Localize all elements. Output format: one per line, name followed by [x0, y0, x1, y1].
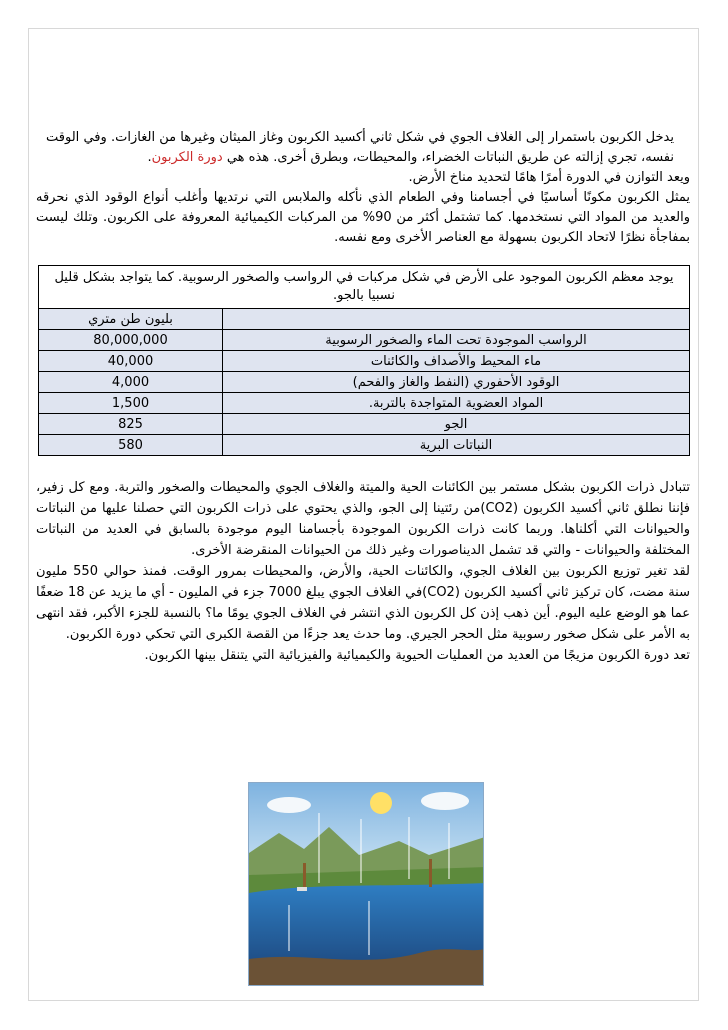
carbon-cycle-diagram-image: [248, 782, 484, 986]
reservoir-name: النباتات البرية: [223, 435, 690, 456]
table-row: [39, 435, 690, 456]
reservoir-name: الجو: [223, 414, 690, 435]
body-text: [36, 477, 690, 666]
reservoir-value: 40,000: [39, 351, 223, 372]
cloud-icon: [421, 792, 469, 810]
reservoir-value: 1,500: [39, 393, 223, 414]
intro-paragraph-2: ويعد التوازن في الدورة أمرًا هامًا لتحديد مناخ الأرض.: [408, 170, 690, 185]
reservoir-value: 80,000,000: [39, 330, 223, 351]
table-intro: يوجد معظم الكربون الموجود على الأرض في شكل مركبات في الرواسب والصخور الرسوبية. كما يتواجد بشكل قليل نسبيا بالجو.: [39, 266, 690, 309]
cloud-icon: [267, 797, 311, 813]
carbon-cycle-illustration: [249, 783, 484, 986]
table-row: [39, 330, 690, 351]
carbon-reservoir-table: [38, 265, 690, 456]
intro-text-a: يدخل الكربون باستمرار إلى الغلاف الجوي في شكل ثاني أكسيد الكربون وغاز الميثان وغيرها من الغازات. وفي الوقت نفسه، تجري إزالته عن طريق النباتات الخضراء، والمحيطات، وبطرق أخرى. هذه هي: [46, 130, 674, 165]
body-paragraph-1: تتبادل ذرات الكربون بشكل مستمر بين الكائنات الحية والميتة والغلاف الجوي والمحيطات والصخور والتربة. ومع كل زفير، فإننا نطلق ثاني أكسيد الكربون (CO2)من رئتينا إلى الجو، والذي يحتوي على ذرات الكربون التي حصلنا عليها من النباتات والحيوانات التي أكلناها. وربما كانت ذرات الكربون الموجودة بأجسامنا اليوم موجودة بالسابق في العديد من النباتات المختلفة والحيوانات - والتي قد تشمل الديناصورات وغير ذلك من الحيوانات المنقرضة الأخرى.: [36, 480, 690, 558]
intro-text-b: .: [147, 150, 152, 165]
table-row: [39, 351, 690, 372]
reservoir-name: ماء المحيط والأصداف والكائنات: [223, 351, 690, 372]
table-header-unit: بليون طن متري: [39, 309, 223, 330]
reservoir-name: المواد العضوية المتواجدة بالتربة.: [223, 393, 690, 414]
sun-icon: [370, 792, 392, 814]
carbon-cycle-highlight: دورة الكربون: [151, 150, 223, 165]
body-paragraph-2: لقد تغير توزيع الكربون بين الغلاف الجوي، والكائنات الحية، والأرض، والمحيطات بمرور الوقت. فمنذ حوالي 550 مليون سنة مضت، كان تركيز ثاني أكسيد الكربون (CO2)في الغلاف الجوي يبلغ 7000 جزء في المليون - أي ما يزيد عن 18 ضعفًا عما هو الوضع عليه اليوم. أين ذهب إذن كل الكربون الذي انتشر في الغلاف الجوي يومًا ما؟ بالنسبة للجزء الأكبر، فقد انتهى به الأمر على شكل صخور رسوبية مثل الحجر الجيري. وما حدث يعد جزءًا من القصة الكبرى التي تحكي دورة الكربون.: [36, 564, 690, 642]
intro-paragraph-3: يمثل الكربون مكونًا أساسيًا في أجسامنا وفي الطعام الذي نأكله والملابس التي نرتديها وأغلب أنواع الوقود الذي نحرقه والعديد من المواد التي نستخدمها. كما تشتمل أكثر من 90% من المركبات الكيميائية المعروفة على الكربون. وتلك ليست بمفاجأة نظرًا لاتحاد الكربون بسهولة مع العناصر الأخرى ومع نفسه.: [36, 190, 691, 245]
body-paragraph-3: تعد دورة الكربون مزيجًا من العديد من العمليات الحيوية والكيميائية والفيزيائية التي يتنقل بينها الكربون.: [144, 648, 690, 663]
reservoir-value: 580: [39, 435, 223, 456]
reservoir-value: 825: [39, 414, 223, 435]
intro-paragraph-1: [46, 128, 674, 168]
table-header-empty: [223, 309, 690, 330]
table-row: [39, 414, 690, 435]
table-row: [39, 372, 690, 393]
reservoir-name: الوقود الأحفوري (النفط والغاز والفحم): [223, 372, 690, 393]
reservoir-name: الرواسب الموجودة تحت الماء والصخور الرسوبية: [223, 330, 690, 351]
reservoir-value: 4,000: [39, 372, 223, 393]
table-row: [39, 393, 690, 414]
document-content: [36, 128, 690, 666]
